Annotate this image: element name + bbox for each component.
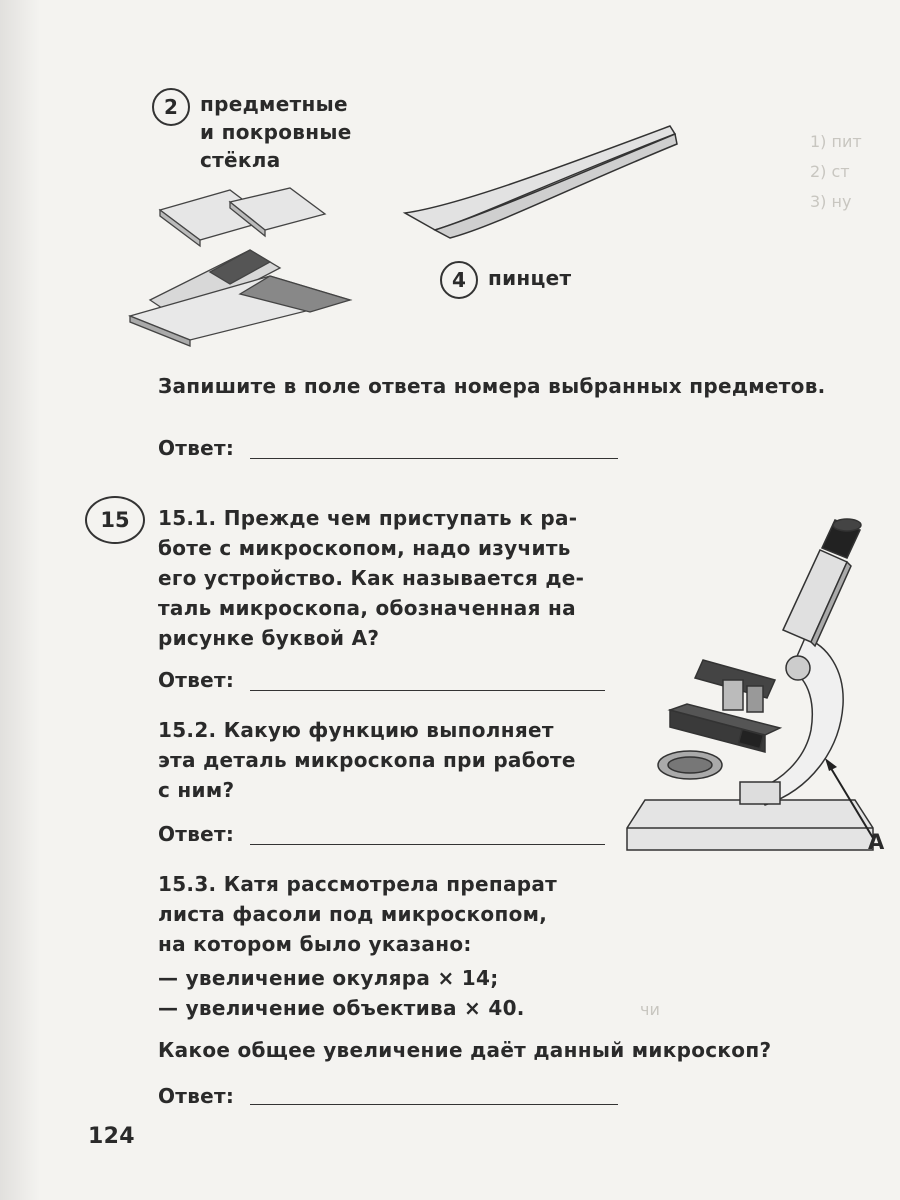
glass-slides-illustration [120, 180, 360, 350]
bleed-through-text: чи [640, 1000, 660, 1019]
task-number: 15 [100, 508, 130, 532]
page-gutter-shadow [0, 0, 40, 1200]
q1-line: таль микроскопа, обозначенная на [158, 596, 576, 620]
q1-line: его устройство. Как называется де- [158, 566, 585, 590]
item-number-circle [152, 88, 190, 126]
q2-line: с ним? [158, 778, 235, 802]
glass-label-line2: и покровные [200, 120, 352, 144]
tweezers-illustration [395, 118, 685, 248]
q2-line: 15.2. Какую функцию выполняет [158, 718, 554, 742]
answer-line[interactable] [250, 690, 605, 691]
answer-label: Ответ: [158, 822, 235, 846]
answer-label: Ответ: [158, 668, 235, 692]
q3-bullet: — увеличение окуляра × 14; [158, 966, 499, 990]
item-number: 4 [452, 268, 466, 292]
tweezers-label: пинцет [488, 266, 572, 290]
glass-label-line3: стёкла [200, 148, 281, 172]
q1-line: рисунке буквой А? [158, 626, 380, 650]
microscope-part-label: А [868, 830, 885, 854]
answer-label: Ответ: [158, 1084, 235, 1108]
bleed-through-text: 3) ну [810, 192, 852, 211]
page-number: 124 [88, 1124, 135, 1149]
q2-line: эта деталь микроскопа при работе [158, 748, 576, 772]
bleed-through-text: 2) ст [810, 162, 850, 181]
answer-line[interactable] [250, 458, 618, 459]
microscope-illustration [615, 520, 885, 865]
q1-line: боте с микроскопом, надо изучить [158, 536, 571, 560]
q3-line: листа фасоли под микроскопом, [158, 902, 548, 926]
instruction-text: Запишите в поле ответа номера выбранных предметов. [158, 374, 826, 398]
q3-line: на котором было указано: [158, 932, 472, 956]
glass-label-line1: предметные [200, 92, 348, 116]
answer-line[interactable] [250, 1104, 618, 1105]
q3-question: Какое общее увеличение даёт данный микроскоп? [158, 1038, 772, 1062]
answer-label: Ответ: [158, 436, 235, 460]
q1-line: 15.1. Прежде чем приступать к ра- [158, 506, 578, 530]
answer-line[interactable] [250, 844, 605, 845]
q3-line: 15.3. Катя рассмотрела препарат [158, 872, 558, 896]
item-number: 2 [164, 95, 178, 119]
task-number-circle [85, 496, 145, 544]
q3-bullet: — увеличение объектива × 40. [158, 996, 525, 1020]
bleed-through-text: 1) пит [810, 132, 862, 151]
item-number-circle [440, 261, 478, 299]
